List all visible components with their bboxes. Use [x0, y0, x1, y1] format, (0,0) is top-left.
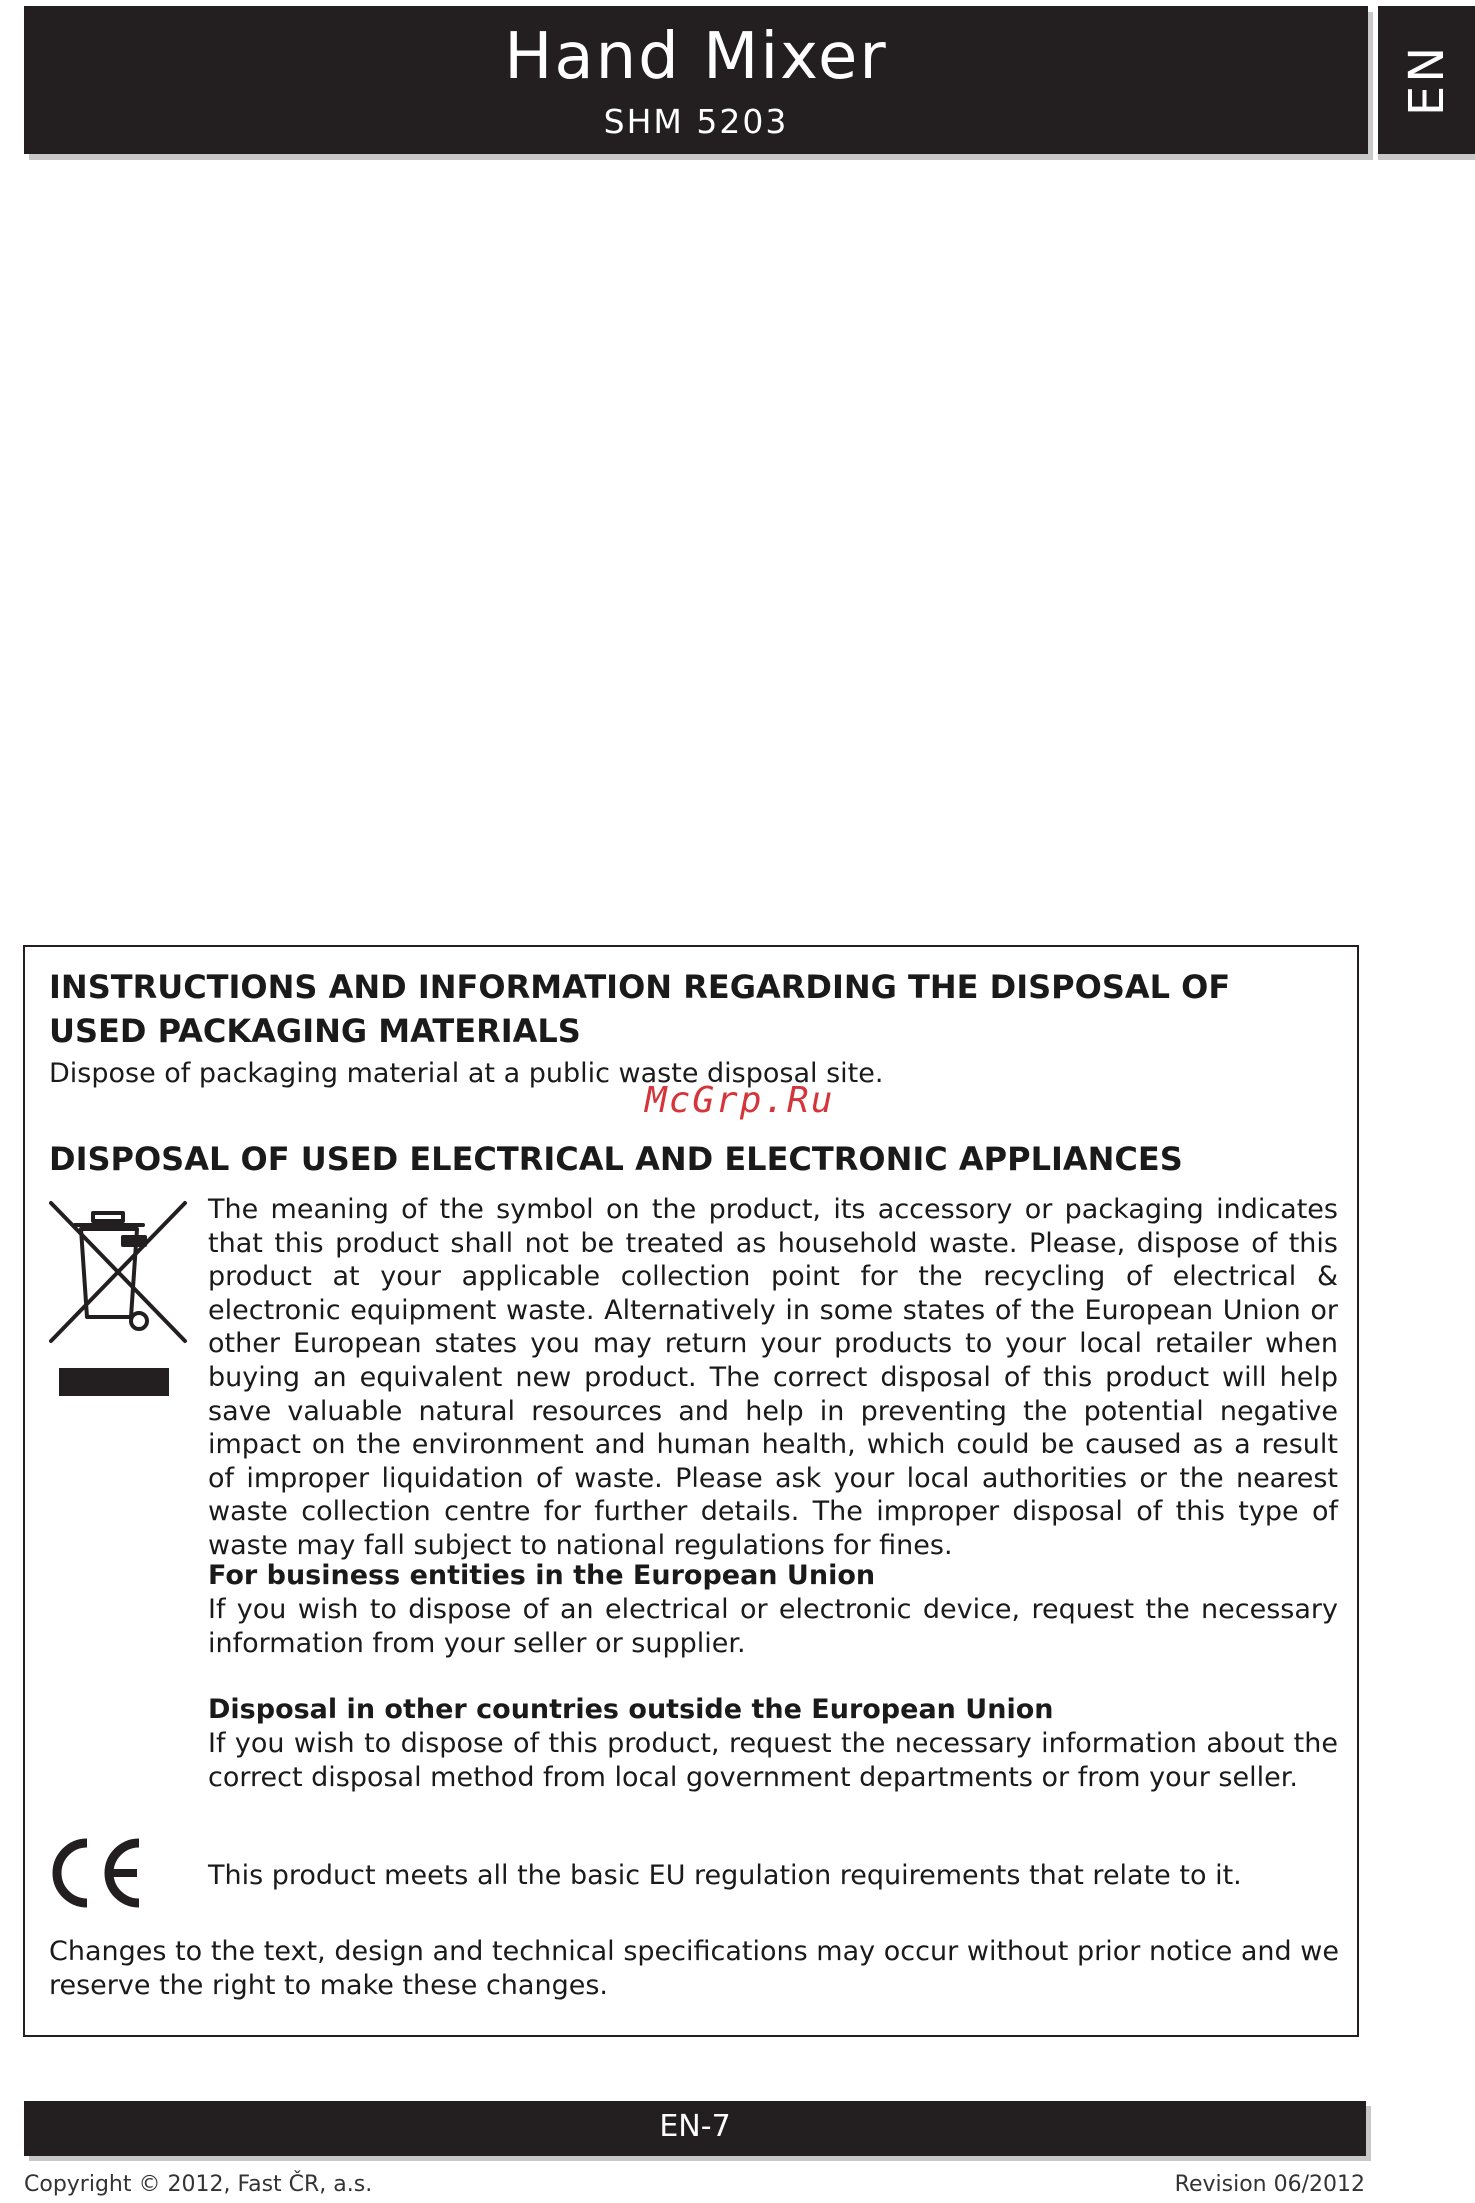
packaging-text: Dispose of packaging material at a public waste disposal site. [49, 1058, 884, 1089]
watermark: McGrp.Ru [645, 1080, 835, 1121]
footer-bar [24, 2101, 1366, 2156]
revision: Revision 06/2012 [1174, 2172, 1365, 2197]
document-title: Hand Mixer [504, 20, 888, 94]
other-countries-subheading: Disposal in other countries outside the European Union [208, 1694, 1054, 1725]
page-number: EN-7 [659, 2109, 731, 2144]
header-bar [24, 6, 1368, 154]
language-tab [1378, 6, 1475, 154]
copyright: Copyright © 2012, Fast ČR, a.s. [24, 2172, 373, 2197]
weee-black-bar [59, 1368, 169, 1396]
ce-text: This product meets all the basic EU regulation requirements that relate to it. [208, 1860, 1242, 1891]
disposal-info-box [23, 945, 1359, 2037]
packaging-heading: INSTRUCTIONS AND INFORMATION REGARDING THE DISPOSAL OF USED PACKAGING MATERIALS [49, 968, 1231, 1050]
crossed-out-wheelie-bin-icon [47, 1199, 189, 1345]
other-countries-text: If you wish to dispose of this product, request the necessary information about the correct disposal method from local government departments or from your seller. [208, 1728, 1338, 1793]
business-subheading: For business entities in the European Union [208, 1560, 876, 1591]
weee-heading: DISPOSAL OF USED ELECTRICAL AND ELECTRONIC APPLIANCES [49, 1140, 1183, 1178]
ce-mark-icon [47, 1835, 145, 1911]
weee-text: The meaning of the symbol on the product, its accessory or packaging indicates that this product shall not be treated as household waste. Please, dispose of this product at your applicable collection point for the recycling of electrical & electronic equipment waste. Alternatively in some states of the European Union or other European states you may return your products to your local retailer when buying an equivalent new product. The correct disposal of this product will help save valuable natural resources and help in preventing the potential negative impact on the environment and human health, which could be caused as a result of improper liquidation of waste. Please ask your local authorities or the nearest waste collection centre for further details. The improper disposal of this type of waste may fall subject to national regulations for fines. [208, 1194, 1338, 1561]
business-text: If you wish to dispose of an electrical or electronic device, request the necessary information from your seller or supplier. [208, 1594, 1338, 1659]
language-label: EN [1398, 43, 1455, 117]
model-number: SHM 5203 [603, 102, 789, 141]
changes-disclaimer: Changes to the text, design and technical specifications may occur without prior notice and we reserve the right to make these changes. [49, 1936, 1339, 2001]
